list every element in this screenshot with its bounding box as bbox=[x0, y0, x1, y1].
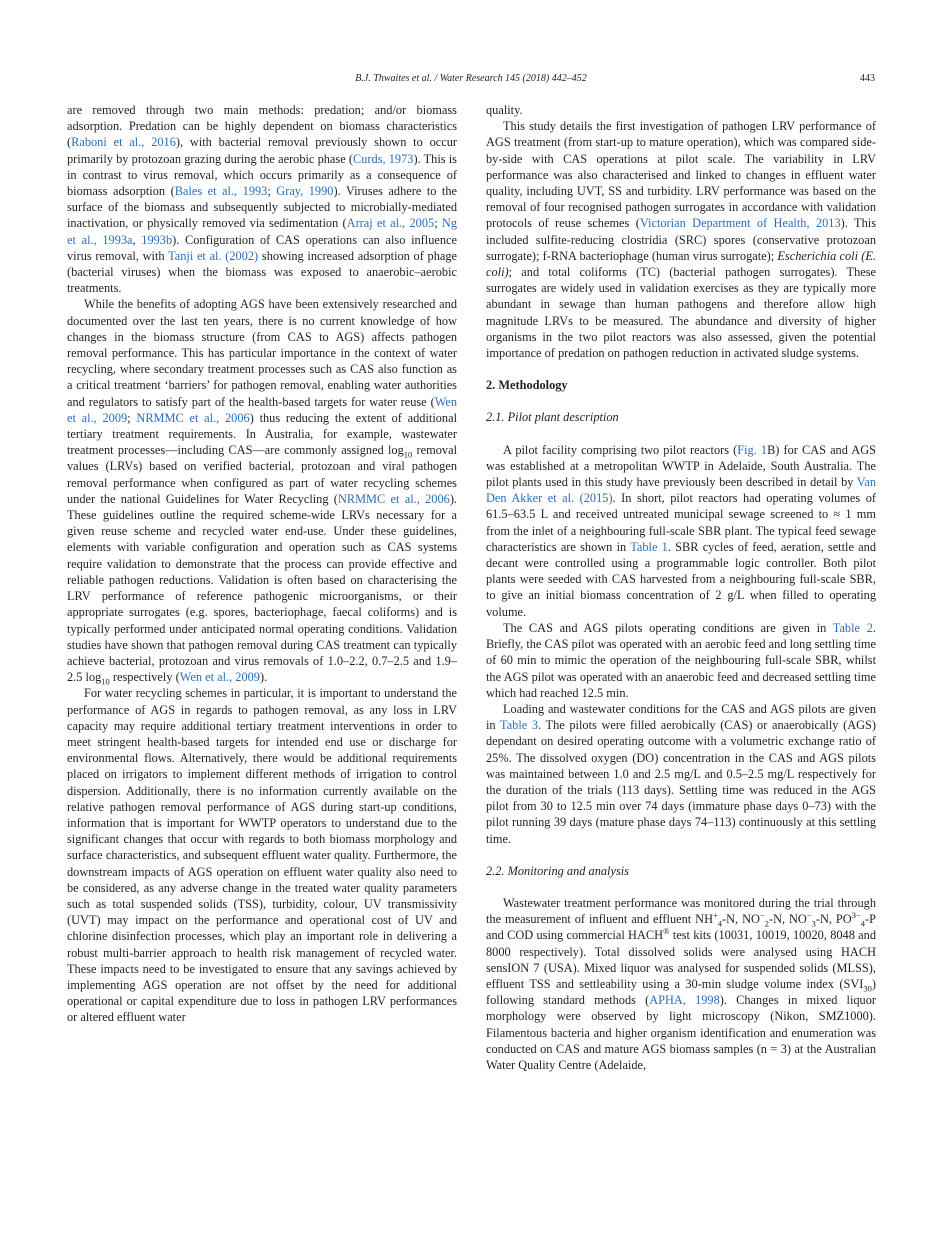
subsection-heading: 2.2. Monitoring and analysis bbox=[486, 863, 629, 878]
paragraph: quality. bbox=[486, 103, 523, 117]
table-link[interactable]: Table 2 bbox=[832, 620, 873, 635]
citation-link[interactable]: Victorian Department of Health, 2013 bbox=[639, 216, 841, 231]
citation-link[interactable]: NRMMC et al., 2006 bbox=[337, 491, 450, 506]
right-column bbox=[486, 102, 876, 1073]
citation-link[interactable]: Raboni et al., 2016 bbox=[71, 135, 176, 150]
citation-link[interactable]: APHA, 1998 bbox=[649, 993, 720, 1008]
citation-link[interactable]: Bales et al., 1993 bbox=[174, 184, 268, 199]
paragraph: A pilot facility comprising two pilot reactors (Fig. 1B) for CAS and AGS was established at a metropolitan WWTP in Adelaide, South Australia. The pilot plants used in this study have previously been described in detail by Van Den Akker et al. (2015). In short, pilot reactors had operating volumes of 61.5–63.5 L and received untreated municipal sewage screened to ≈ 1 mm from the inlet of a neighbouring full-scale SBR plant. The typical feed sewage characteristics are shown in Table 1. SBR cycles of feed, aeration, settle and decant were controlled using a programmable logic controller. Both pilot plants were seeded with CAS harvested from a neighbouring full-scale SBR, to give an initial biomass concentration of 2 g/L when filled to operating volume. bbox=[486, 442, 877, 619]
paragraph: are removed through two main methods: predation; and/or biomass adsorption. Predation can be highly dependent on biomass characteristics (Raboni et al., 2016), with bacterial removal previously shown to occur primarily by protozoan grazing during the aerobic phase (Curds, 1973). This is in contrast to virus removal, which occurs primarily as a consequence of biomass adsorption (Bales et al., 1993; Gray, 1990). Viruses adhere to the surface of the biomass and subsequently subjected to microbially-mediated inactivation, or physically removed via sedimentation (Arraj et al., 2005; Ng et al., 1993a, 1993b). Configuration of CAS operations can also influence virus removal, with Tanji et al. (2002) showing increased adsorption of phage (bacterial viruses) when the biomass was exposed to anaerobic–aerobic treatments. bbox=[67, 103, 458, 296]
citation-link[interactable]: NRMMC et al., 2006 bbox=[136, 410, 250, 425]
table-link[interactable]: Table 1 bbox=[630, 539, 668, 554]
subsection-heading: 2.1. Pilot plant description bbox=[486, 410, 619, 425]
paragraph: The CAS and AGS pilots operating conditions are given in Table 2. Briefly, the CAS pilot was operated with an aerobic feed and long settling time of 60 min to mimic the operation of the neighbouring full-scale SBR, whilst the AGS pilot was operated with an anaerobic feed and decreased settling time which had reached 12.5 min. bbox=[486, 620, 877, 700]
running-header bbox=[67, 73, 875, 89]
paragraph: While the benefits of adopting AGS have been extensively researched and documented over the last ten years, there is no current knowledge of how changes in the biomass structure (from CAS to AGS) affects pathogen removal performance. This has particular importance in the context of water recycling, where secondary treatment processes such as CAS also function as a critical treatment ‘barriers’ for pathogen removal, enabling water authorities and regulators to satisfy part of the health-based targets for water reuse (Wen et al., 2009; NRMMC et al., 2006) thus reducing the extent of additional tertiary treatment requirements. In Australia, for example, wastewater treatment processes—including CAS—are commonly assigned $\log_{10}$ removal values (LRVs) based on verified bacterial, protozoan and viral pathogen removal performance when configured as part of water recycling schemes under the national Guidelines for Water Recycling (NRMMC et al., 2006). These guidelines outline the required scheme-wide LRVs necessary for a given reuse scheme and recycled water end-use. Under these guidelines, elements with variable configuration and operation such as CAS systems require validation to demonstrate that the process can provide effective and reliable pathogen reductions. Validation is often based on characterising the LRV performance of reference pathogenic microorganisms, or their appropriate surrogates (e.g. spores, bacteriophage, faecal coliforms) and is typically performed under anticipated normal operating conditions. Validation studies have shown that pathogen removal during CAS treatment can typically achieve bacterial, protozoan and virus removals of 1.0–2.2, 0.7–2.5 and 1.9–2.5 $\log_{10}$ respectively (Wen et al., 2009). bbox=[67, 297, 458, 687]
left-column bbox=[67, 102, 457, 1026]
citation-link[interactable]: Ng et al., 1993a bbox=[67, 216, 458, 247]
citation-link[interactable]: 1993b bbox=[141, 232, 173, 247]
citation-link[interactable]: Gray, 1990 bbox=[276, 184, 334, 199]
paragraph: Loading and wastewater conditions for the CAS and AGS pilots are given in Table 3. The pilots were filled aerobically (CAS) or anaerobically (AGS) dependant on desired operating outcome with a volumetric exchange ratio of 25%. The dissolved oxygen (DO) concentration in the CAS and AGS pilots was maintained between 1.0 and 2.5 mg/L and 0.5–2.5 mg/L respectively for the duration of the trials (113 days). Settling time was reduced in the AGS pilot from 30 to 12.5 min over 74 days (immature phase days 0–73) with the pilot running 39 days (mature phase days 74–113) continuously at this settling time. bbox=[486, 701, 876, 846]
paragraph: Wastewater treatment performance was monitored during the trial through the measurement of influent and effluent $NH^+_4-N$, $NO^-_2-N$, $NO^-_3-N$, $PO^{3-}_4-P$ and COD using commercial HACH® test kits (10031, 10019, 10020, 8048 and 8000 respectively). Total dissolved solids were analysed using HACH sensION 7 (USA). Mixed liquor was analysed for suspended solids (MLSS), effluent TSS and settleability using a 30-min sludge volume index $(SVI_{30})$ following standard methods (APHA, 1998). Changes in mixed liquor morphology were observed by light microscopy (Nikon, SMZ1000). Filamentous bacteria and higher organism identification and enumeration was conducted on CAS and mature AGS biomass samples (n = 3) at the Australian Water Quality Centre (Adelaide, bbox=[486, 895, 877, 1072]
page-number: 443 bbox=[860, 73, 875, 84]
citation-link[interactable]: Wen et al., 2009 bbox=[179, 670, 260, 685]
running-head: B.J. Thwaites et al. / Water Research 145 (2018) 442–452 bbox=[355, 73, 587, 84]
figure-link[interactable]: Fig. 1 bbox=[737, 442, 768, 457]
citation-link[interactable]: Wen et al., 2009 bbox=[67, 394, 457, 425]
citation-link[interactable]: Curds, 1973 bbox=[353, 151, 414, 166]
citation-link[interactable]: Tanji et al. (2002) bbox=[168, 248, 259, 263]
paragraph: This study details the first investigation of pathogen LRV performance of AGS treatment (from start-up to mature operation), which was compared side-by-side with CAS operations at pilot scale. The variability in LRV performance was also characterised and linked to changes in effluent water quality, including UVT, SS and turbidity. LRV performance was based on the removal of four recognised pathogen surrogates in accordance with validation protocols of reuse schemes (Victorian Department of Health, 2013). This included sulfite-reducing clostridia (SRC) spores (conservative protozoan surrogate); f-RNA bacteriophage (human virus surrogate); Escherichia coli (E. coli); and total coliforms (TC) (bacterial pathogen surrogates). These surrogates are widely used in validation exercises as they are typically more abundant in sewage than human pathogens and therefore allow high magnitude LRVs to be measured. The abundance and diversity of higher organisms in the two pilot reactors was also assessed, given the potential importance of predation on pathogen reduction in activated sludge systems. bbox=[486, 119, 876, 361]
table-link[interactable]: Table 3 bbox=[500, 718, 539, 733]
citation-link[interactable]: Van Den Akker et al. (2015) bbox=[486, 475, 876, 506]
section-heading: 2. Methodology bbox=[486, 378, 568, 393]
paragraph: For water recycling schemes in particular, it is important to understand the performance of AGS in regards to pathogen removal, as any loss in LRV capacity may require additional tertiary treatment interventions in order to meet stringent health-based targets for intended end use or discharge for environmental flows. Alternatively, there would be additional requirements placed on irrigators to implement different methods of irrigation to control dispersion. Additionally, there is no information currently available on the relative pathogen removal performance of AGS during start-up conditions, information that is important for WWTP operators to understand due to the significant changes that occur with regards to both biomass morphology and surface characteristics, and subsequent effluent water quality. Furthermore, the downstream impacts of AGS operation on effluent water quality also need to be considered, as any adverse change in the treated water quality parameters such as total suspended solids (TSS), turbidity, colour, UV transmissivity (UVT) may impact on the performance and operational cost of UV and chlorine disinfection processes, which play an important role in delivering a robust multi-barrier approach to health risk management of recycled water. These impacts need to be investigated to ensure that any savings achieved by implementing AGS operation are not offset by the need for additional operational or capital expenditure due to loss in pathogen LRV performances or altered effluent water bbox=[67, 686, 457, 1025]
citation-link[interactable]: Arraj et al., 2005 bbox=[346, 216, 435, 231]
